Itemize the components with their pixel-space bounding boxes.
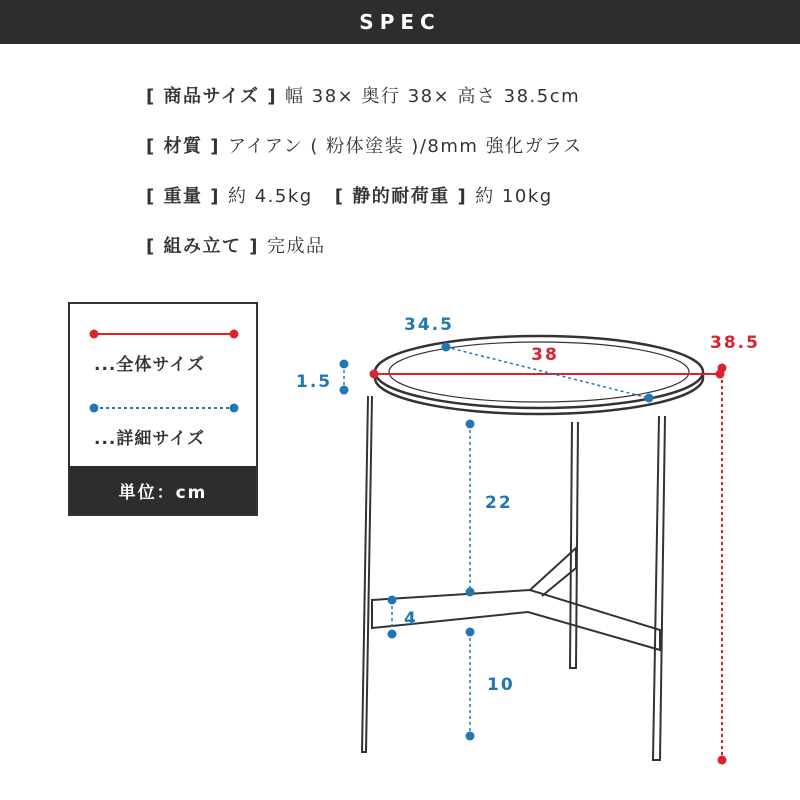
spec-size-value: 幅 38× 奥行 38× 高さ 38.5cm [285,86,581,107]
spec-assembly-key: [ 組み立て ] [146,236,259,257]
leg-brace-back [530,548,576,596]
dim-diameter-dot-left [442,343,451,352]
legend-overall-dot-left [90,330,99,339]
spec-list [146,86,583,286]
dim-lower-leg-dot-bottom [466,732,475,741]
legend-unit-label: 単位：cm [118,482,208,503]
dim-thickness-dot-bottom [340,386,349,395]
legend-box [68,302,258,516]
spec-material-value: アイアン ( 粉体塗装 )/8mm 強化ガラス [228,136,583,157]
dim-upper-leg-dot-bottom [466,588,475,597]
leg-back [570,422,578,668]
dim-height-label: 38.5 [710,333,760,353]
dim-upper-leg-dot-top [466,420,475,429]
spec-load-value: 約 10kg [475,186,553,207]
spec-weight-key: [ 重量 ] [146,186,220,207]
spec-header [0,0,800,44]
dim-width-label: 38 [531,345,559,365]
legend-overall-label: ...全体サイズ [94,355,206,375]
spec-row-weight [146,186,583,236]
spec-assembly-value: 完成品 [267,236,326,257]
spec-row-assembly [146,236,583,286]
spec-title: SPEC [359,10,441,34]
dim-diameter-label: 34.5 [404,315,454,335]
spec-load-key: [ 静的耐荷重 ] [334,186,468,207]
dim-thickness-dot-top [340,360,349,369]
dim-brace-dot-bottom [388,630,397,639]
dim-diameter-dot-right [645,394,654,403]
dim-width-dot-left [370,370,379,379]
dim-upper-leg-label: 22 [485,493,513,513]
legend-detail-dot-right [230,404,239,413]
spec-size-key: [ 商品サイズ ] [146,86,278,107]
legend-detail-label: ...詳細サイズ [94,429,206,449]
dim-brace-label: 4 [404,609,418,629]
spec-material-key: [ 材質 ] [146,136,220,157]
dim-height-dot-bottom [718,756,727,765]
spec-weight-value: 約 4.5kg [228,186,313,207]
dim-brace-dot-top [388,596,397,605]
legend-unit-footer [70,466,256,514]
table-diagram [280,300,780,780]
legend-overall-dot-right [230,330,239,339]
leg-front-right [653,416,665,760]
dim-thickness-label: 1.5 [296,372,333,392]
dim-lower-leg-dot-top [466,628,475,637]
leg-front-left [362,396,372,752]
spec-row-size [146,86,583,136]
dim-height-dot-top [718,364,727,373]
legend-detail-dot-left [90,404,99,413]
dim-lower-leg-label: 10 [487,675,515,695]
spec-row-material [146,136,583,186]
